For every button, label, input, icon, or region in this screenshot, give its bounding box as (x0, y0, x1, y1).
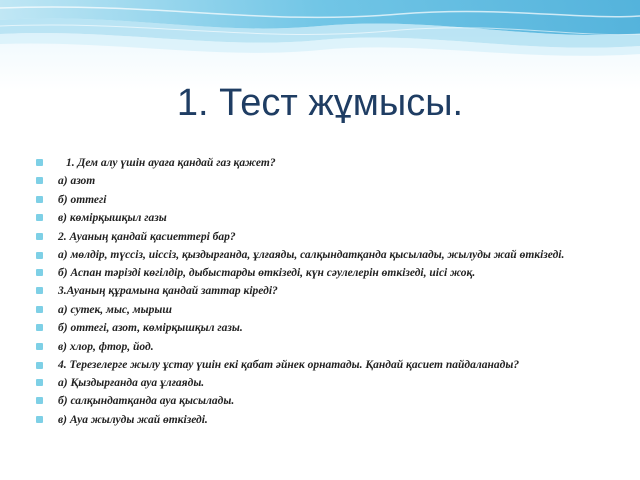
square-bullet-icon (36, 306, 43, 313)
square-bullet-icon (36, 324, 43, 331)
list-item (36, 209, 616, 227)
square-bullet-icon (36, 196, 43, 203)
list-item (36, 338, 616, 356)
list-item (36, 359, 616, 372)
list-item-text: 4. Терезелерге жылу ұстау үшін екі қабат әйнек орнатады. Қандай қасиет пайдаланады? (58, 359, 520, 372)
test-question-list (36, 154, 616, 429)
list-item (36, 249, 616, 262)
list-item-text: 3.Ауаның құрамына қандай заттар кіреді? (58, 285, 278, 298)
square-bullet-icon (36, 379, 43, 386)
list-item (36, 154, 616, 172)
list-item-text: б) оттегі (58, 193, 107, 206)
square-bullet-icon (36, 214, 43, 221)
square-bullet-icon (36, 416, 43, 423)
list-item-text: а) азот (58, 175, 96, 188)
square-bullet-icon (36, 252, 43, 259)
square-bullet-icon (36, 233, 43, 240)
list-item-text: б) Аспан тәрізді көгілдір, дыбыстарды өткізеді, күн сәулелерін өткізеді, иісі жоқ. (58, 267, 476, 280)
list-item-text: 2. Ауаның қандай қасиеттері бар? (58, 230, 236, 243)
list-item (36, 411, 616, 429)
list-item (36, 319, 616, 337)
list-item-text: в) хлор, фтор, йод. (58, 340, 154, 353)
square-bullet-icon (36, 159, 43, 166)
list-item-text: б) салқындатқанда ауа қысылады. (58, 395, 235, 408)
square-bullet-icon (36, 343, 43, 350)
square-bullet-icon (36, 269, 43, 276)
list-item (36, 191, 616, 209)
list-item (36, 282, 616, 300)
list-item-text: в) Ауа жылуды жай өткізеді. (58, 413, 208, 426)
list-item (36, 374, 616, 392)
square-bullet-icon (36, 287, 43, 294)
list-item-text: в) көмірқышқыл газы (58, 212, 167, 225)
list-item-text: б) оттегі, азот, көмірқышқыл газы. (58, 322, 243, 335)
square-bullet-icon (36, 362, 43, 369)
decorative-wave-banner (0, 0, 640, 90)
list-item (36, 172, 616, 190)
list-item-text: а) сутек, мыс, мырыш (58, 303, 172, 316)
square-bullet-icon (36, 397, 43, 404)
list-item-text: 1. Дем алу үшін ауаға қандай газ қажет? (66, 157, 276, 169)
list-item (36, 301, 616, 319)
list-item-text: а) Қыздырғанда ауа ұлғаяды. (58, 377, 205, 390)
list-item (36, 392, 616, 410)
slide-title: 1. Тест жұмысы. (176, 82, 464, 124)
square-bullet-icon (36, 177, 43, 184)
list-item (36, 264, 616, 282)
list-item (36, 228, 616, 246)
list-item-text: а) мөлдір, түссіз, иіссіз, қыздырғанда, ұлғаяды, салқындатқанда қысылады, жылуды жай өткізеді. (58, 249, 565, 262)
